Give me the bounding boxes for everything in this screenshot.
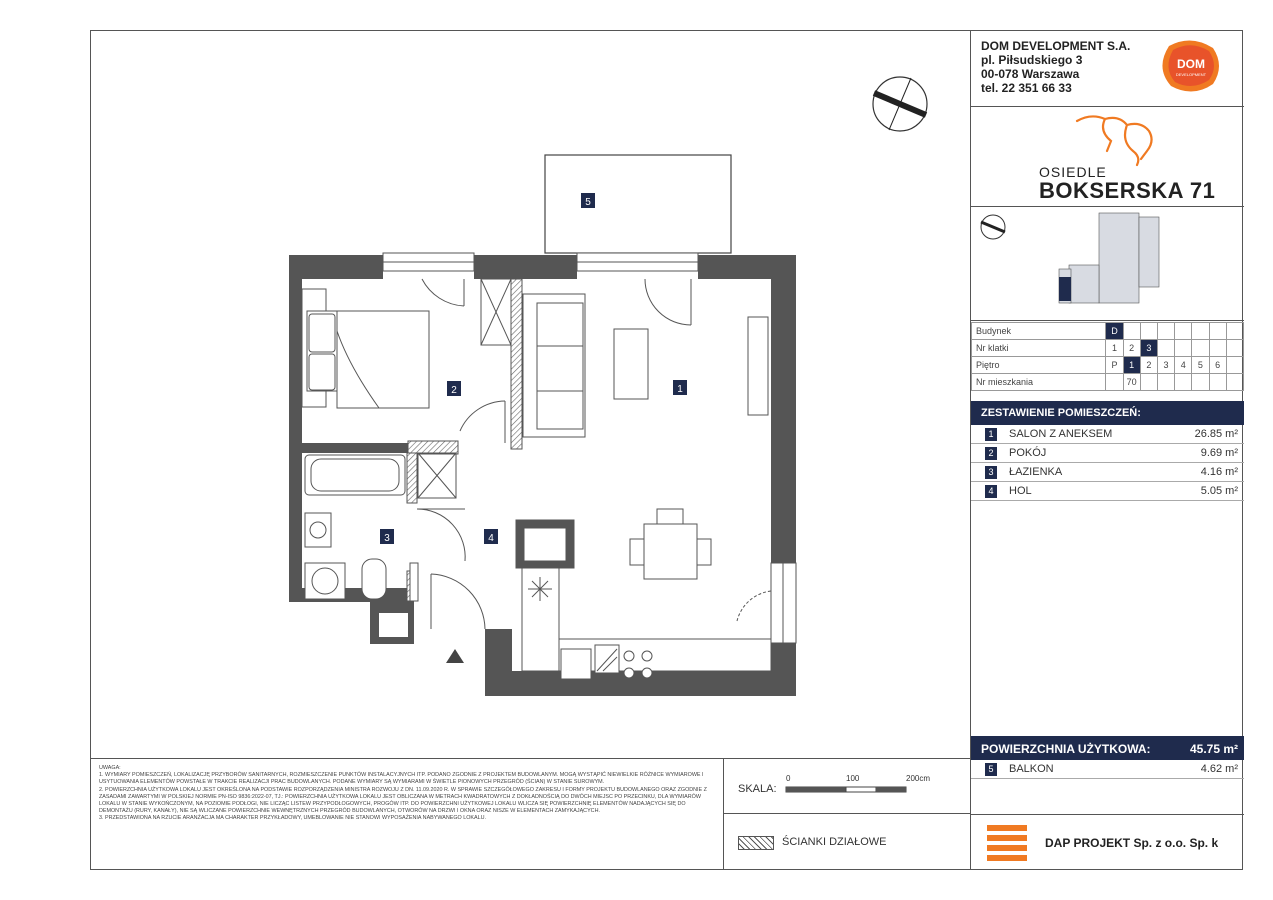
room-area: 26.85 m² <box>1194 428 1238 440</box>
key-plan <box>971 207 1244 321</box>
room-number: 4 <box>985 485 997 498</box>
floor-3: 3 <box>1157 357 1174 374</box>
blank-row <box>971 779 1244 815</box>
floor-4: 4 <box>1175 357 1192 374</box>
balcony-row <box>971 760 1244 779</box>
room-number: 2 <box>985 447 997 460</box>
legend <box>724 814 970 869</box>
notes-section <box>91 758 724 869</box>
company-address: pl. Piłsudskiego 3 <box>981 53 1083 67</box>
sofa <box>523 294 585 437</box>
partition-wall-swatch <box>738 836 774 850</box>
floor-5: 5 <box>1192 357 1209 374</box>
dap-logo-icon <box>987 825 1027 861</box>
floor-label: Piętro <box>972 357 1106 374</box>
floor-2: 2 <box>1140 357 1157 374</box>
room-name: HOL <box>1009 485 1032 497</box>
apartment-value: 70 <box>1123 374 1140 391</box>
room-area: 4.62 m² <box>1200 763 1238 775</box>
architect-footer <box>971 815 1244 869</box>
dom-logo-text: DOM <box>1177 57 1205 71</box>
room-row <box>971 463 1244 482</box>
scale-tick-200: 200cm <box>906 774 931 783</box>
estate-branding <box>971 107 1244 207</box>
rooms-header: ZESTAWIENIE POMIESZCZEŃ: <box>971 401 1244 425</box>
floor-plan-sheet <box>90 30 1243 870</box>
scale-bar <box>724 758 970 814</box>
room-row <box>971 482 1244 501</box>
horse-logo-icon <box>1071 111 1161 167</box>
staircase-1: 1 <box>1106 340 1123 357</box>
company-header <box>971 31 1244 107</box>
floor-6: 6 <box>1209 357 1226 374</box>
room-area: 5.05 m² <box>1200 485 1238 497</box>
key-plan-north-icon <box>981 215 1005 239</box>
legend-label: ŚCIANKI DZIAŁOWE <box>782 836 887 848</box>
usable-area-value: 45.75 m² <box>1189 742 1238 756</box>
building-info-table <box>971 322 1244 391</box>
room-row <box>971 425 1244 444</box>
room-number: 1 <box>985 428 997 441</box>
info-panel <box>970 31 1244 869</box>
tv-cabinet <box>748 317 768 415</box>
scale-tick-100: 100 <box>846 774 860 783</box>
apartment-label: Nr mieszkania <box>972 374 1106 391</box>
notes-title: UWAGA: <box>99 765 121 771</box>
key-plan-graphic <box>971 207 1244 321</box>
building-value: D <box>1106 323 1123 340</box>
note-2: 2. POWIERZCHNIA UŻYTKOWA LOKALU JEST OKREŚLONA NA PODSTAWIE ROZPORZĄDZENIA MINISTRA ROZWOJU Z DN. 11.09.2020 R. W SPRAWIE SZCZEGÓŁOWEGO ZAKRESU I FORMY PROJEKTU BUDOWLANEGO ORAZ ZGODNIE Z ZASADAMI ZAWARTYMI W POLSKIEJ NORMIE PN-ISO 9836:2022-07, TJ.: POWIERZCHNIA UŻYTKOWA LOKALU JEST OBLICZANA W METRACH KWADRATOWYCH Z DOKŁADNOŚCIĄ DO DWÓCH MIEJSC PO PRZECINKU, DLA WYMIARÓW LOKALU W STANIE WYKOŃCZONYM, NA POZIOMIE PODŁOGI, NIE LICZĄC LISTEW PRZYPODŁOGOWYCH, PROGÓW ITP. DO POWIERZCHNI UŻYTKOWEJ LOKALU WLICZA SIĘ POWIERZCHNIĘ ELEMENTÓW NADAJĄCYCH SIĘ DO DEMONTAŻU (RURY, KANAŁY), NIE SĄ WLICZANE POWIERZCHNIE WEWNĘTRZNYCH PRZEGRÓD BUDOWLANYCH, OTWORÓW NA DRZWI I OKNA ORAZ NISZE W ELEMENTACH ZAMYKAJĄCYCH. <box>99 786 707 815</box>
coffee-table <box>614 329 648 399</box>
room-area: 4.16 m² <box>1200 466 1238 478</box>
staircase-3: 3 <box>1140 340 1157 357</box>
room-row <box>971 444 1244 463</box>
room-tag-4: 4 <box>488 533 494 544</box>
closet <box>418 279 511 498</box>
room-number: 3 <box>985 466 997 479</box>
balcony-outline <box>545 155 731 253</box>
shaft-cutout <box>379 613 408 637</box>
bathroom-fixtures <box>305 455 418 601</box>
staircase-label: Nr klatki <box>972 340 1106 357</box>
scale-graphic <box>724 759 970 815</box>
room-tag-5: 5 <box>585 197 591 208</box>
company-name: DOM DEVELOPMENT S.A. <box>981 39 1131 53</box>
floor-1: 1 <box>1123 357 1140 374</box>
architect-name: DAP PROJEKT Sp. z o.o. Sp. k <box>1045 836 1219 850</box>
usable-area-label: POWIERZCHNIA UŻYTKOWA: <box>981 742 1151 756</box>
building-label: Budynek <box>972 323 1106 340</box>
room-name: SALON Z ANEKSEM <box>1009 428 1113 440</box>
room-name: POKÓJ <box>1009 447 1047 459</box>
dom-logo-icon <box>1159 38 1223 94</box>
scale-label: SKALA: <box>738 783 777 795</box>
usable-area-bar <box>971 736 1244 760</box>
company-phone: tel. 22 351 66 33 <box>981 81 1072 95</box>
room-name: ŁAZIENKA <box>1009 466 1063 478</box>
bed <box>302 289 429 408</box>
room-number: 5 <box>985 763 997 776</box>
dining-table <box>630 509 711 579</box>
floor-p: P <box>1106 357 1123 374</box>
dom-logo-subtext: DEVELOPMENT <box>1175 72 1207 77</box>
room-tag-2: 2 <box>451 385 457 396</box>
room-area: 9.69 m² <box>1200 447 1238 459</box>
staircase-2: 2 <box>1123 340 1140 357</box>
estate-line-2: BOKSERSKA 71 <box>1039 178 1216 203</box>
estate-line-1: OSIEDLE <box>1039 164 1107 180</box>
floor-plan <box>91 31 970 758</box>
room-tag-1: 1 <box>677 384 683 395</box>
note-1: 1. WYMIARY POMIESZCZEŃ, LOKALIZACJĘ PRZYBORÓW SANITARNYCH, ROZMIESZCZENIE PUNKTÓW INSTALACYJNYCH ITP. PODANO ZGODNIE Z PROJEKTEM BUDOWLANYM. MOGĄ WYSTĄPIĆ NIEWIELKIE RÓŻNICE WYMIAROWE I USYTUOWANIA ELEMENTÓW POWSTAŁE W TRAKCIE REALIZACJI PRAC BUDOWLANYCH. PODANE WYMIARY SĄ WYMIARAMI W ŚWIETLE PIONOWYCH PRZEGRÓD (ŚCIAN) W STANIE SUROWYM. <box>99 772 704 786</box>
doors <box>417 279 771 629</box>
note-3: 3. PRZEDSTAWIONA NA RZUCIE ARANŻACJA MA CHARAKTER PRZYKŁADOWY, UMEBLOWANIE NIE STANOWI WYPOSAŻENIA NABYWANEGO LOKALU. <box>99 815 486 822</box>
room-tag-3: 3 <box>384 533 390 544</box>
room-name: BALKON <box>1009 763 1054 775</box>
company-city: 00-078 Warszawa <box>981 67 1080 81</box>
entrance-arrow-icon <box>446 649 464 663</box>
scale-tick-0: 0 <box>786 774 791 783</box>
floor-plan-drawing <box>91 31 970 758</box>
north-arrow-icon <box>873 77 927 131</box>
